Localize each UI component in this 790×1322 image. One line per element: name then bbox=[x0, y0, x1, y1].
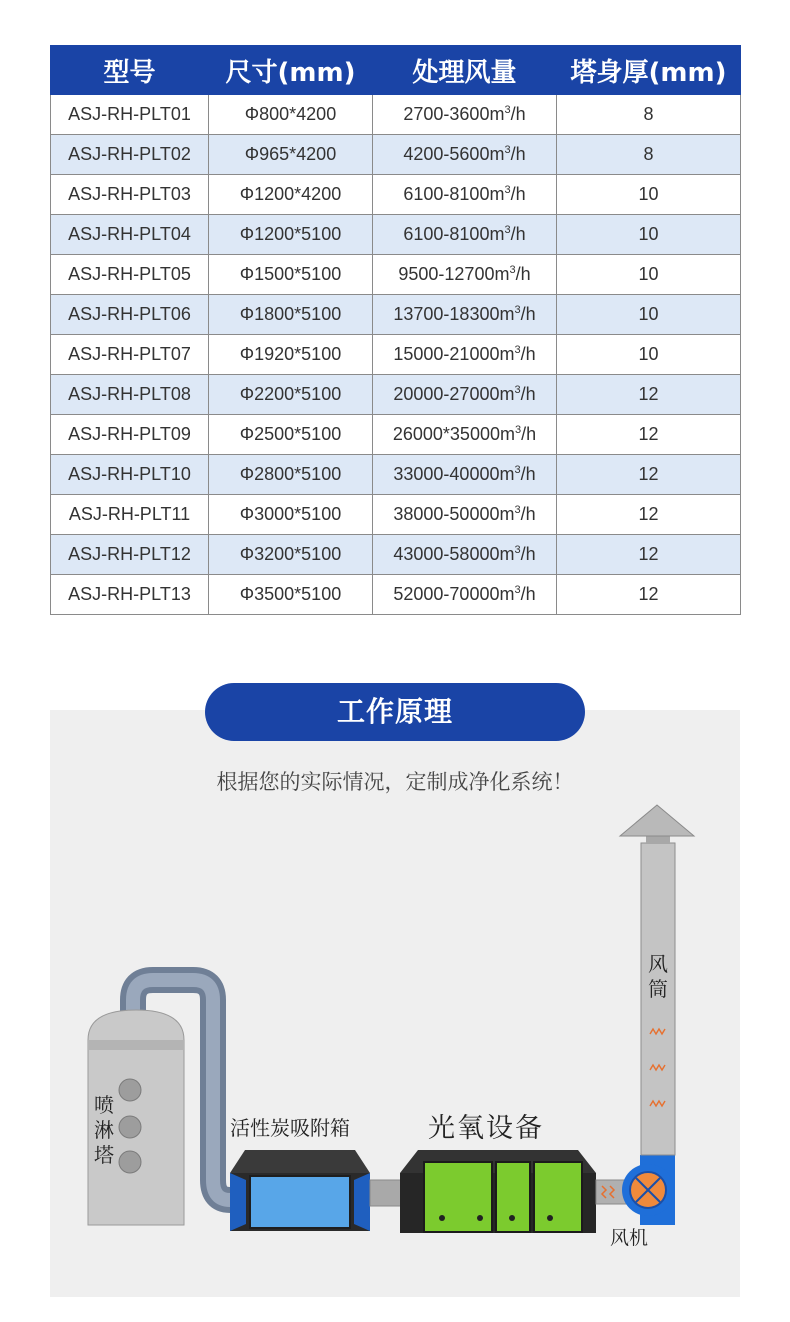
flow-value: 26000*35000 bbox=[392, 424, 500, 444]
model-cell: ASJ-RH-PLT08 bbox=[51, 375, 209, 415]
size-cell: Φ3500*5100 bbox=[209, 575, 373, 615]
flow-unit-suffix: /h bbox=[520, 384, 536, 404]
flow-cell bbox=[373, 535, 557, 575]
flow-cell bbox=[373, 135, 557, 175]
flow-value: 33000-40000 bbox=[393, 464, 500, 484]
table-row bbox=[51, 295, 741, 335]
model-cell: ASJ-RH-PLT04 bbox=[51, 215, 209, 255]
flow-cell bbox=[373, 495, 557, 535]
flow-value: 6100-8100 bbox=[403, 224, 490, 244]
flow-unit-sup: 3 bbox=[504, 224, 511, 236]
flow-unit: m bbox=[489, 104, 505, 124]
size-cell: Φ1920*5100 bbox=[209, 335, 373, 375]
model-cell: ASJ-RH-PLT05 bbox=[51, 255, 209, 295]
flow-unit-sup: 3 bbox=[514, 544, 521, 556]
model-cell: ASJ-RH-PLT01 bbox=[51, 95, 209, 135]
table-row bbox=[51, 215, 741, 255]
thickness-cell: 12 bbox=[557, 495, 741, 535]
table-row bbox=[51, 95, 741, 135]
table-row bbox=[51, 255, 741, 295]
thickness-cell: 10 bbox=[557, 295, 741, 335]
thickness-cell: 12 bbox=[557, 535, 741, 575]
thickness-cell: 10 bbox=[557, 175, 741, 215]
table-row bbox=[51, 135, 741, 175]
flow-unit-sup: 3 bbox=[514, 504, 521, 516]
table-header-row bbox=[51, 46, 741, 95]
flow-unit: m bbox=[499, 344, 515, 364]
flow-unit-suffix: /h bbox=[510, 184, 526, 204]
flow-cell bbox=[373, 215, 557, 255]
flow-unit-suffix: /h bbox=[510, 144, 526, 164]
size-cell: Φ1200*4200 bbox=[209, 175, 373, 215]
table-row bbox=[51, 455, 741, 495]
flow-unit-suffix: /h bbox=[520, 544, 536, 564]
size-cell: Φ3000*5100 bbox=[209, 495, 373, 535]
model-cell: ASJ-RH-PLT02 bbox=[51, 135, 209, 175]
flow-unit-suffix: /h bbox=[521, 424, 537, 444]
table-body bbox=[51, 95, 741, 615]
flow-value: 20000-27000 bbox=[393, 384, 500, 404]
flow-unit-sup: 3 bbox=[504, 104, 511, 116]
table-row bbox=[51, 335, 741, 375]
flow-cell bbox=[373, 415, 557, 455]
size-cell: Φ800*4200 bbox=[209, 95, 373, 135]
size-cell: Φ2800*5100 bbox=[209, 455, 373, 495]
flow-unit-sup: 3 bbox=[514, 384, 521, 396]
flow-unit-suffix: /h bbox=[520, 344, 536, 364]
flow-unit: m bbox=[489, 144, 505, 164]
flow-cell bbox=[373, 295, 557, 335]
chimney-label: 风筒 bbox=[648, 952, 668, 1001]
flow-unit-suffix: /h bbox=[520, 504, 536, 524]
size-cell: Φ965*4200 bbox=[209, 135, 373, 175]
flow-unit-sup: 3 bbox=[514, 464, 521, 476]
flow-unit: m bbox=[489, 184, 505, 204]
flow-value: 9500-12700 bbox=[398, 264, 495, 284]
thickness-cell: 8 bbox=[557, 135, 741, 175]
model-cell: ASJ-RH-PLT10 bbox=[51, 455, 209, 495]
flow-unit-suffix: /h bbox=[510, 104, 526, 124]
flow-cell bbox=[373, 175, 557, 215]
flow-cell bbox=[373, 375, 557, 415]
thickness-cell: 12 bbox=[557, 575, 741, 615]
thickness-cell: 10 bbox=[557, 255, 741, 295]
model-cell: ASJ-RH-PLT07 bbox=[51, 335, 209, 375]
flow-unit: m bbox=[499, 424, 515, 444]
carbon-adsorption-box bbox=[230, 1150, 370, 1231]
spray-tower-label: 喷淋塔 bbox=[94, 1093, 114, 1167]
section-title-pill: 工作原理 bbox=[205, 683, 585, 741]
flow-value: 43000-58000 bbox=[393, 544, 500, 564]
principle-subtitle: 根据您的实际情况，定制成净化系统！ bbox=[216, 770, 574, 794]
header-model: 型号 bbox=[51, 46, 209, 95]
flow-unit-suffix: /h bbox=[510, 224, 526, 244]
flow-value: 38000-50000 bbox=[393, 504, 500, 524]
table-row bbox=[51, 415, 741, 455]
flow-value: 6100-8100 bbox=[403, 184, 490, 204]
size-cell: Φ1200*5100 bbox=[209, 215, 373, 255]
header-thickness: 塔身厚(mm) bbox=[557, 46, 741, 95]
flow-unit-sup: 3 bbox=[514, 424, 522, 436]
thickness-cell: 10 bbox=[557, 215, 741, 255]
model-cell: ASJ-RH-PLT13 bbox=[51, 575, 209, 615]
flow-cell bbox=[373, 255, 557, 295]
carbon-box-label: 活性炭吸附箱 bbox=[230, 1116, 350, 1140]
flow-unit-suffix: /h bbox=[515, 264, 531, 284]
size-cell: Φ2500*5100 bbox=[209, 415, 373, 455]
flow-unit-sup: 3 bbox=[509, 264, 516, 276]
thickness-cell: 10 bbox=[557, 335, 741, 375]
header-size: 尺寸(mm) bbox=[209, 46, 373, 95]
thickness-cell: 12 bbox=[557, 415, 741, 455]
fan-label: 风机 bbox=[610, 1227, 649, 1249]
flow-cell bbox=[373, 95, 557, 135]
flow-unit: m bbox=[489, 224, 505, 244]
table-row bbox=[51, 535, 741, 575]
flow-unit: m bbox=[499, 504, 515, 524]
model-cell: ASJ-RH-PLT09 bbox=[51, 415, 209, 455]
model-cell: ASJ-RH-PLT06 bbox=[51, 295, 209, 335]
flow-unit-sup: 3 bbox=[514, 584, 521, 596]
size-cell: Φ1800*5100 bbox=[209, 295, 373, 335]
flow-unit: m bbox=[499, 584, 515, 604]
model-cell: ASJ-RH-PLT12 bbox=[51, 535, 209, 575]
flow-value: 2700-3600 bbox=[403, 104, 490, 124]
size-cell: Φ2200*5100 bbox=[209, 375, 373, 415]
header-flow: 处理风量 bbox=[373, 46, 557, 95]
table-row bbox=[51, 495, 741, 535]
table-row bbox=[51, 175, 741, 215]
fan bbox=[622, 1155, 675, 1225]
flow-unit-sup: 3 bbox=[514, 304, 521, 316]
model-cell: ASJ-RH-PLT11 bbox=[51, 495, 209, 535]
flow-cell bbox=[373, 455, 557, 495]
flow-unit-suffix: /h bbox=[520, 464, 536, 484]
flow-cell bbox=[373, 575, 557, 615]
flow-unit: m bbox=[499, 464, 515, 484]
spec-table bbox=[50, 45, 741, 615]
flow-value: 15000-21000 bbox=[393, 344, 500, 364]
table-row bbox=[51, 375, 741, 415]
flow-unit-sup: 3 bbox=[504, 144, 511, 156]
photo-oxygen-equipment bbox=[400, 1150, 596, 1233]
size-cell: Φ3200*5100 bbox=[209, 535, 373, 575]
thickness-cell: 12 bbox=[557, 455, 741, 495]
model-cell: ASJ-RH-PLT03 bbox=[51, 175, 209, 215]
size-cell: Φ1500*5100 bbox=[209, 255, 373, 295]
flow-value: 52000-70000 bbox=[393, 584, 500, 604]
flow-unit: m bbox=[499, 304, 515, 324]
flow-unit-suffix: /h bbox=[520, 304, 536, 324]
flow-unit-suffix: /h bbox=[520, 584, 536, 604]
table-row bbox=[51, 575, 741, 615]
flow-unit: m bbox=[494, 264, 510, 284]
photo-oxygen-label: 光氧设备 bbox=[428, 1113, 544, 1144]
flow-unit-sup: 3 bbox=[514, 344, 521, 356]
flow-unit: m bbox=[499, 384, 515, 404]
flow-unit-sup: 3 bbox=[504, 184, 511, 196]
flow-value: 13700-18300 bbox=[393, 304, 500, 324]
flow-cell bbox=[373, 335, 557, 375]
flow-unit: m bbox=[499, 544, 515, 564]
process-diagram bbox=[50, 710, 740, 1297]
flow-value: 4200-5600 bbox=[403, 144, 490, 164]
thickness-cell: 8 bbox=[557, 95, 741, 135]
thickness-cell: 12 bbox=[557, 375, 741, 415]
